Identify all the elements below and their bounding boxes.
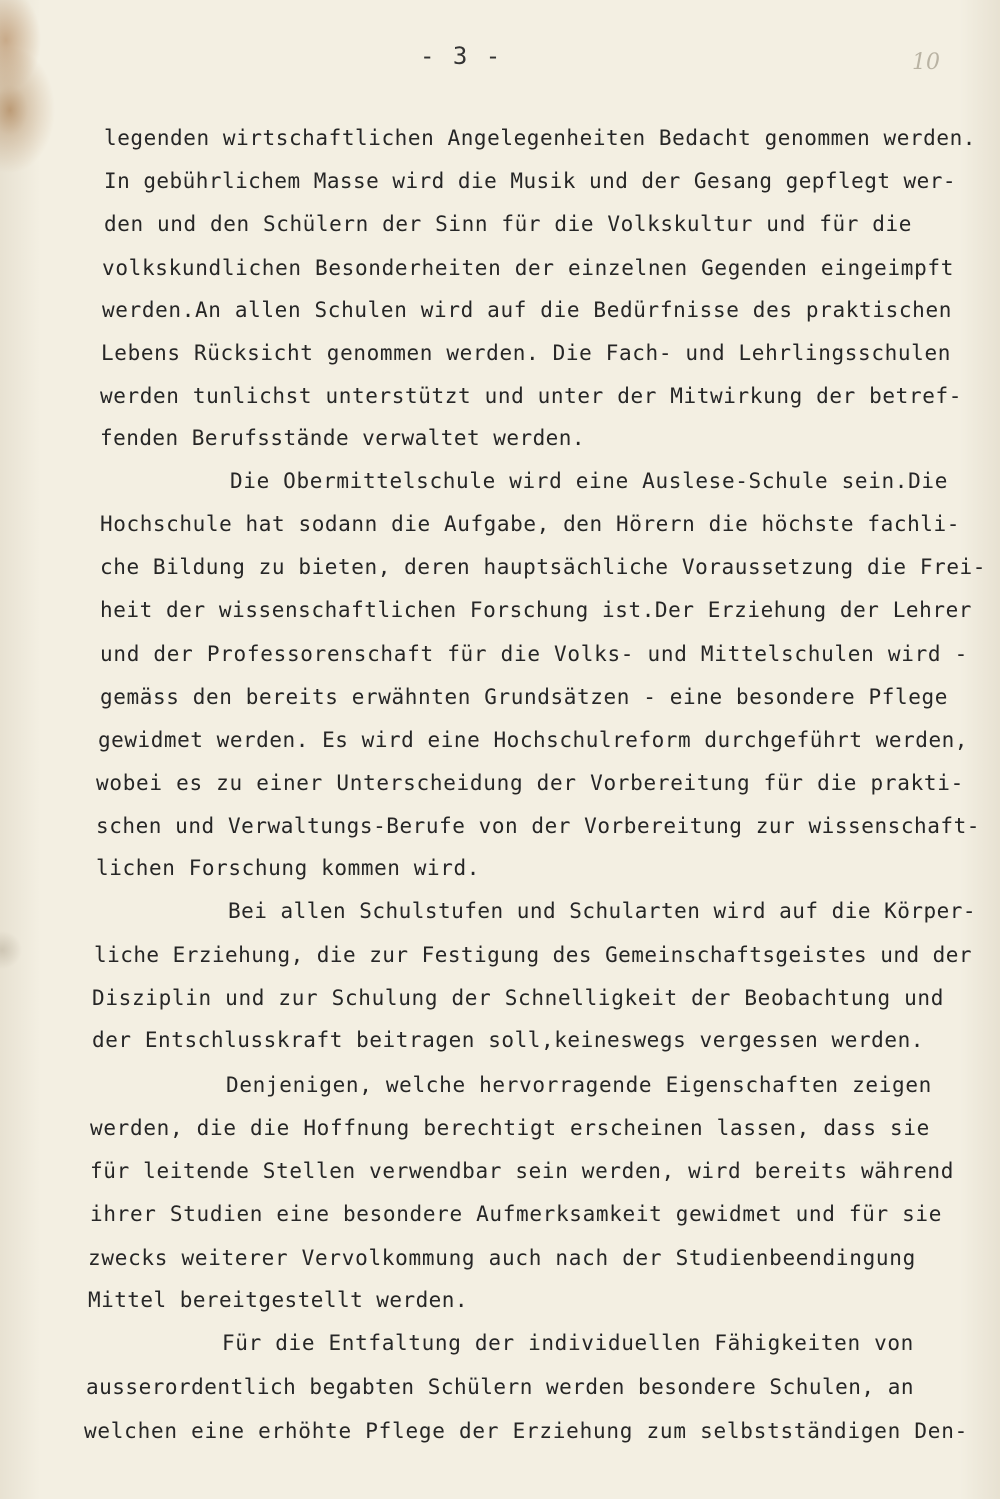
text-line: wobei es zu einer Unterscheidung der Vorbereitung für die prakti-	[96, 771, 964, 795]
text-line: den und den Schülern der Sinn für die Volkskultur und für die	[104, 212, 912, 236]
text-line: schen und Verwaltungs-Berufe von der Vorbereitung zur wissenschaft-	[96, 814, 980, 838]
text-line: legenden wirtschaftlichen Angelegenheiten Bedacht genommen werden.	[104, 126, 976, 150]
text-line: Lebens Rücksicht genommen werden. Die Fach- und Lehrlingsschulen	[101, 341, 951, 365]
text-line: ihrer Studien eine besondere Aufmerksamkeit gewidmet und für sie	[90, 1202, 942, 1226]
text-line: und der Professorenschaft für die Volks- und Mittelschulen wird -	[100, 642, 968, 666]
text-line: In gebührlichem Masse wird die Musik und der Gesang gepflegt wer-	[104, 169, 956, 193]
text-line: für leitende Stellen verwendbar sein werden, wird bereits während	[90, 1159, 954, 1183]
text-line: werden, die die Hoffnung berechtigt erscheinen lassen, dass sie	[90, 1116, 930, 1140]
text-line: che Bildung zu bieten, deren hauptsächliche Voraussetzung die Frei-	[100, 555, 986, 579]
page-number: - 3 -	[420, 42, 503, 70]
text-line: Denjenigen, welche hervorragende Eigenschaften zeigen	[226, 1073, 932, 1097]
text-line: fenden Berufsstände verwaltet werden.	[100, 426, 585, 450]
text-line: Die Obermittelschule wird eine Auslese-Schule sein.Die	[230, 469, 948, 493]
text-line: heit der wissenschaftlichen Forschung ist.Der Erziehung der Lehrer	[100, 598, 972, 622]
text-line: werden.An allen Schulen wird auf die Bedürfnisse des praktischen	[102, 298, 952, 322]
text-line: gewidmet werden. Es wird eine Hochschulreform durchgeführt werden,	[98, 728, 968, 752]
text-line: Für die Entfaltung der individuellen Fähigkeiten von	[222, 1331, 914, 1355]
text-line: volkskundlichen Besonderheiten der einzelnen Gegenden eingeimpft	[102, 256, 954, 280]
text-line: ausserordentlich begabten Schülern werden besondere Schulen, an	[86, 1375, 914, 1399]
folio-number: 10	[912, 50, 940, 75]
text-line: gemäss den bereits erwähnten Grundsätzen - eine besondere Pflege	[100, 685, 948, 709]
text-line: lichen Forschung kommen wird.	[96, 856, 480, 880]
text-line: Hochschule hat sodann die Aufgabe, den Hörern die höchste fachli-	[100, 512, 960, 536]
text-line: Bei allen Schulstufen und Schularten wird auf die Körper-	[228, 899, 976, 923]
text-line: Disziplin und zur Schulung der Schnelligkeit der Beobachtung und	[92, 986, 944, 1010]
text-line: der Entschlusskraft beitragen soll,keineswegs vergessen werden.	[92, 1028, 924, 1052]
text-line: welchen eine erhöhte Pflege der Erziehung zum selbstständigen Den-	[84, 1419, 968, 1443]
text-line: Mittel bereitgestellt werden.	[88, 1288, 468, 1312]
text-line: liche Erziehung, die zur Festigung des Gemeinschaftsgeistes und der	[94, 943, 972, 967]
text-line: werden tunlichst unterstützt und unter der Mitwirkung der betref-	[100, 384, 962, 408]
text-line: zwecks weiterer Vervolkommung auch nach der Studienbeendingung	[88, 1246, 916, 1270]
